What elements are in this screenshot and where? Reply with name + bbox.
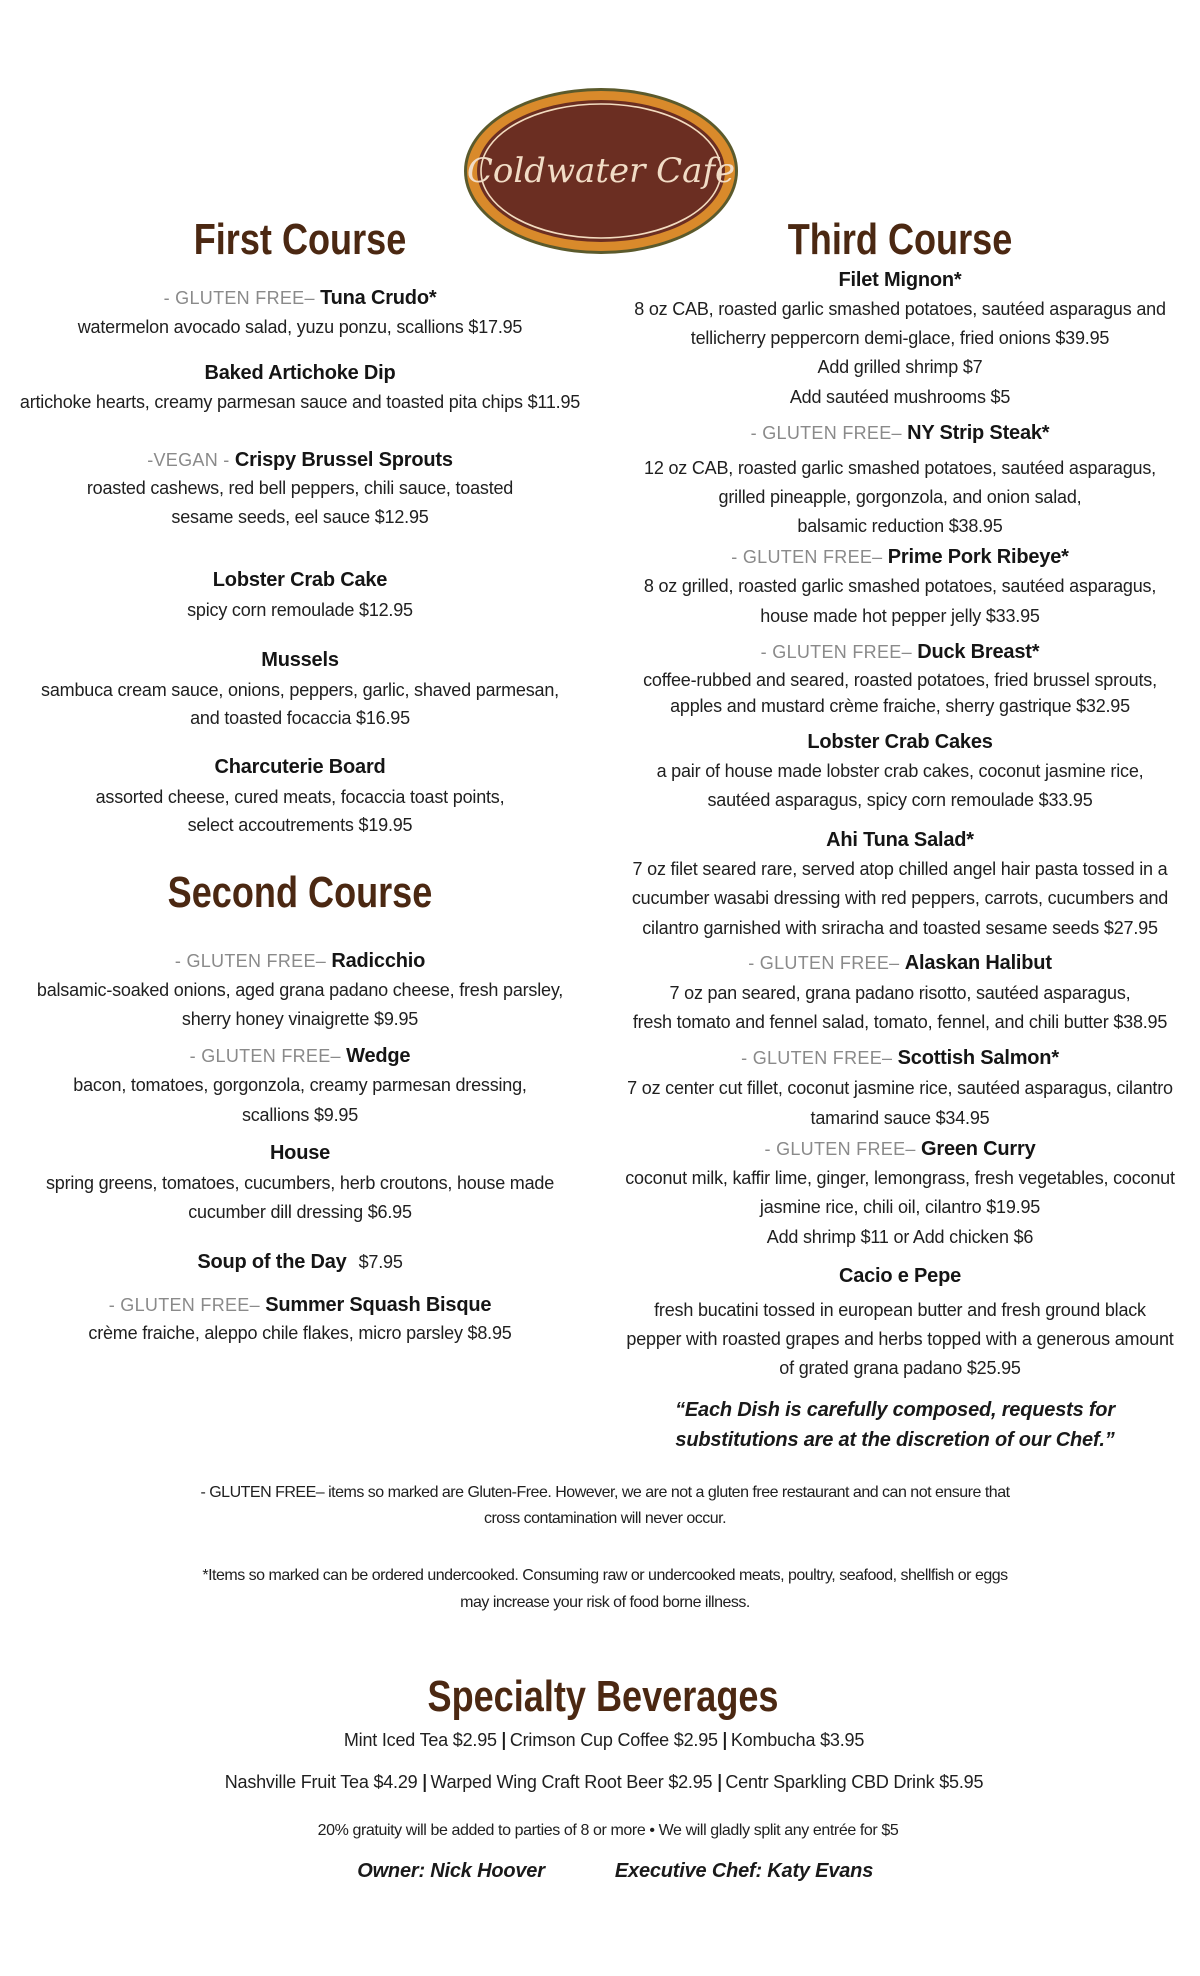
dish-description: jasmine rice, chili oil, cilantro $19.95 xyxy=(759,1197,1041,1217)
logo-text: Coldwater Cafe xyxy=(466,151,736,191)
divider xyxy=(423,1774,425,1792)
menu-item-title xyxy=(839,1265,961,1287)
gluten-free-tag: - GLUTEN FREE– xyxy=(741,1048,898,1068)
dish-description: sesame seeds, eel sauce $12.95 xyxy=(171,507,429,527)
dish-description: roasted cashews, red bell peppers, chili sauce, toasted xyxy=(86,478,514,498)
dish-description: coconut milk, kaffir lime, ginger, lemongrass, fresh vegetables, coconut xyxy=(625,1168,1175,1188)
menu-item-title xyxy=(109,1294,492,1316)
beverage-row xyxy=(344,1729,864,1751)
dish-name: Tuna Crudo* xyxy=(320,287,437,309)
dish-name: Crispy Brussel Sprouts xyxy=(234,449,453,471)
dish-description: 8 oz CAB, roasted garlic smashed potatoes, sautéed asparagus and xyxy=(634,299,1166,319)
divider xyxy=(503,1732,505,1750)
gluten-free-tag: - GLUTEN FREE– xyxy=(731,547,888,567)
gluten-free-tag: - GLUTEN FREE– xyxy=(108,1295,266,1315)
dish-description: tamarind sauce $34.95 xyxy=(810,1108,990,1128)
menu-item-title xyxy=(741,1047,1059,1069)
menu-item-title xyxy=(826,829,974,851)
dish-description: 8 oz grilled, roasted garlic smashed potatoes, sautéed asparagus, xyxy=(643,576,1157,596)
dish-description: and toasted focaccia $16.95 xyxy=(190,708,410,728)
dish-name: Prime Pork Ribeye* xyxy=(887,546,1069,568)
dish-description: crème fraiche, aleppo chile flakes, micro parsley $8.95 xyxy=(88,1323,512,1343)
dish-name: Mussels xyxy=(261,649,339,671)
gluten-free-tag: - GLUTEN FREE– xyxy=(760,642,918,662)
undercooked-disclaimer: *Items so marked can be ordered undercooked. Consuming raw or undercooked meats, poultry, seafood, shellfish or eggs xyxy=(202,1567,1008,1584)
dish-description: coffee-rubbed and seared, roasted potatoes, fried brussel sprouts, xyxy=(643,670,1157,690)
dish-name: Soup of the Day xyxy=(197,1251,347,1273)
dish-description: select accoutrements $19.95 xyxy=(187,815,413,835)
divider xyxy=(718,1774,720,1792)
dish-description: watermelon avocado salad, yuzu ponzu, scallions $17.95 xyxy=(77,317,523,337)
menu-item-title xyxy=(197,1251,402,1273)
dish-description: tellicherry peppercorn demi-glace, fried onions $39.95 xyxy=(690,328,1110,348)
vegan-tag: -VEGAN - xyxy=(147,450,235,470)
dish-description: balsamic-soaked onions, aged grana padano cheese, fresh parsley, xyxy=(36,980,564,1000)
coldwater-cafe-logo xyxy=(462,86,740,256)
dish-name: NY Strip Steak* xyxy=(907,422,1050,444)
menu-item-title xyxy=(748,952,1052,974)
dish-addon: Add shrimp $11 or Add chicken $6 xyxy=(766,1227,1034,1247)
dish-name: Baked Artichoke Dip xyxy=(204,362,396,384)
dish-name: Radicchio xyxy=(331,950,426,972)
dish-name: Charcuterie Board xyxy=(214,756,386,778)
dish-description: cucumber dill dressing $6.95 xyxy=(188,1202,412,1222)
menu-item-title xyxy=(213,569,387,591)
dish-description: spicy corn remoulade $12.95 xyxy=(187,600,413,620)
dish-name: Green Curry xyxy=(921,1138,1036,1160)
dish-name: Summer Squash Bisque xyxy=(265,1294,492,1316)
dish-description: grilled pineapple, gorgonzola, and onion salad, xyxy=(718,487,1082,507)
menu-item-title xyxy=(190,1045,411,1067)
menu-item-title xyxy=(761,641,1040,663)
dish-description: 12 oz CAB, roasted garlic smashed potatoes, sautéed asparagus, xyxy=(644,458,1156,478)
dish-name: House xyxy=(269,1142,331,1164)
dish-description: sautéed asparagus, spicy corn remoulade $33.95 xyxy=(707,790,1093,810)
beverage-item: Centr Sparkling CBD Drink $5.95 xyxy=(725,1772,984,1792)
dish-description: sambuca cream sauce, onions, peppers, garlic, shaved parmesan, xyxy=(41,680,559,700)
dish-description: balsamic reduction $38.95 xyxy=(797,516,1003,536)
beverage-item: Crimson Cup Coffee $2.95 xyxy=(509,1730,718,1750)
specialty-beverages-heading: Specialty Beverages xyxy=(427,1672,779,1721)
dish-description: house made hot pepper jelly $33.95 xyxy=(760,606,1040,626)
chef-quote: “Each Dish is carefully composed, requests for xyxy=(675,1399,1115,1421)
dish-description: fresh bucatini tossed in european butter and fresh ground black xyxy=(654,1300,1146,1320)
beverage-row xyxy=(225,1771,984,1793)
dish-description: 7 oz filet seared rare, served atop chilled angel hair pasta tossed in a xyxy=(632,859,1168,879)
gluten-free-tag: - GLUTEN FREE– xyxy=(163,288,321,308)
second-course-heading: Second Course xyxy=(167,868,433,917)
menu-item-title xyxy=(175,950,425,972)
menu-item-title xyxy=(164,287,437,309)
dish-addon: Add grilled shrimp $7 xyxy=(817,357,983,377)
menu-item-title xyxy=(147,449,453,471)
menu-item-title xyxy=(214,756,385,778)
beverage-item: Kombucha $3.95 xyxy=(730,1730,865,1750)
dish-name: Ahi Tuna Salad* xyxy=(826,829,974,851)
dish-description: cucumber wasabi dressing with red peppers, carrots, cucumbers and xyxy=(631,888,1169,908)
dish-name: Cacio e Pepe xyxy=(838,1265,962,1287)
menu-item-title xyxy=(839,269,962,291)
dish-name: Lobster Crab Cake xyxy=(212,569,388,591)
dish-addon: Add sautéed mushrooms $5 xyxy=(789,387,1011,407)
beverage-item: Warped Wing Craft Root Beer $2.95 xyxy=(430,1772,713,1792)
menu-item-title xyxy=(764,1138,1035,1160)
dish-description: artichoke hearts, creamy parmesan sauce and toasted pita chips $11.95 xyxy=(19,392,581,412)
gluten-free-tag: - GLUTEN FREE– xyxy=(764,1139,922,1159)
dish-description: sherry honey vinaigrette $9.95 xyxy=(181,1009,419,1029)
chef-quote: substitutions are at the discretion of our Chef.” xyxy=(675,1429,1115,1451)
dish-name: Alaskan Halibut xyxy=(904,952,1052,974)
dish-description: of grated grana padano $25.95 xyxy=(779,1358,1021,1378)
dish-description: cilantro garnished with sriracha and toasted sesame seeds $27.95 xyxy=(642,918,1158,938)
dish-description: assorted cheese, cured meats, focaccia toast points, xyxy=(95,787,505,807)
menu-item-title xyxy=(731,546,1068,568)
dish-price: $7.95 xyxy=(358,1252,403,1272)
dish-name: Wedge xyxy=(346,1045,411,1067)
dish-name: Scottish Salmon* xyxy=(897,1047,1059,1069)
menu-item-title xyxy=(270,1142,330,1164)
chef-credit: Executive Chef: Katy Evans xyxy=(614,1860,874,1882)
gratuity-policy: 20% gratuity will be added to parties of 8 or more • We will gladly split any entrée for $5 xyxy=(317,1822,899,1839)
menu-item-title xyxy=(807,731,992,753)
gluten-free-tag: - GLUTEN FREE– xyxy=(750,423,908,443)
dish-description: fresh tomato and fennel salad, tomato, fennel, and chili butter $38.95 xyxy=(632,1012,1168,1032)
gluten-free-tag: - GLUTEN FREE– xyxy=(189,1046,347,1066)
gluten-free-tag: - GLUTEN FREE– xyxy=(174,951,332,971)
menu-item-title xyxy=(261,649,339,671)
gluten-free-disclaimer: - GLUTEN FREE– items so marked are Gluten-Free. However, we are not a gluten free restaurant and can not ensure that xyxy=(200,1484,1010,1501)
beverage-item: Nashville Fruit Tea $4.29 xyxy=(224,1772,418,1792)
menu-item-title xyxy=(751,422,1050,444)
first-course-heading: First Course xyxy=(193,215,407,264)
dish-description: a pair of house made lobster crab cakes, coconut jasmine rice, xyxy=(656,761,1144,781)
gluten-free-disclaimer: cross contamination will never occur. xyxy=(483,1510,727,1527)
dish-description: bacon, tomatoes, gorgonzola, creamy parmesan dressing, xyxy=(73,1075,527,1095)
owner-credit: Owner: Nick Hoover xyxy=(357,1860,545,1882)
dish-description: apples and mustard crème fraiche, sherry gastrique $32.95 xyxy=(670,696,1130,716)
dish-description: 7 oz pan seared, grana padano risotto, sautéed asparagus, xyxy=(669,983,1131,1003)
third-course-heading: Third Course xyxy=(787,215,1013,264)
dish-description: pepper with roasted grapes and herbs topped with a generous amount xyxy=(626,1329,1174,1349)
dish-description: 7 oz center cut fillet, coconut jasmine rice, sautéed asparagus, cilantro xyxy=(627,1078,1173,1098)
undercooked-disclaimer: may increase your risk of food borne illness. xyxy=(460,1594,750,1611)
dish-description: spring greens, tomatoes, cucumbers, herb croutons, house made xyxy=(45,1173,555,1193)
dish-description: scallions $9.95 xyxy=(241,1105,359,1125)
dish-name: Duck Breast* xyxy=(917,641,1040,663)
dish-name: Lobster Crab Cakes xyxy=(807,731,993,753)
divider xyxy=(724,1732,726,1750)
dish-name: Filet Mignon* xyxy=(838,269,962,291)
gluten-free-tag: - GLUTEN FREE– xyxy=(748,953,905,973)
beverage-item: Mint Iced Tea $2.95 xyxy=(343,1730,497,1750)
menu-item-title xyxy=(204,362,395,384)
